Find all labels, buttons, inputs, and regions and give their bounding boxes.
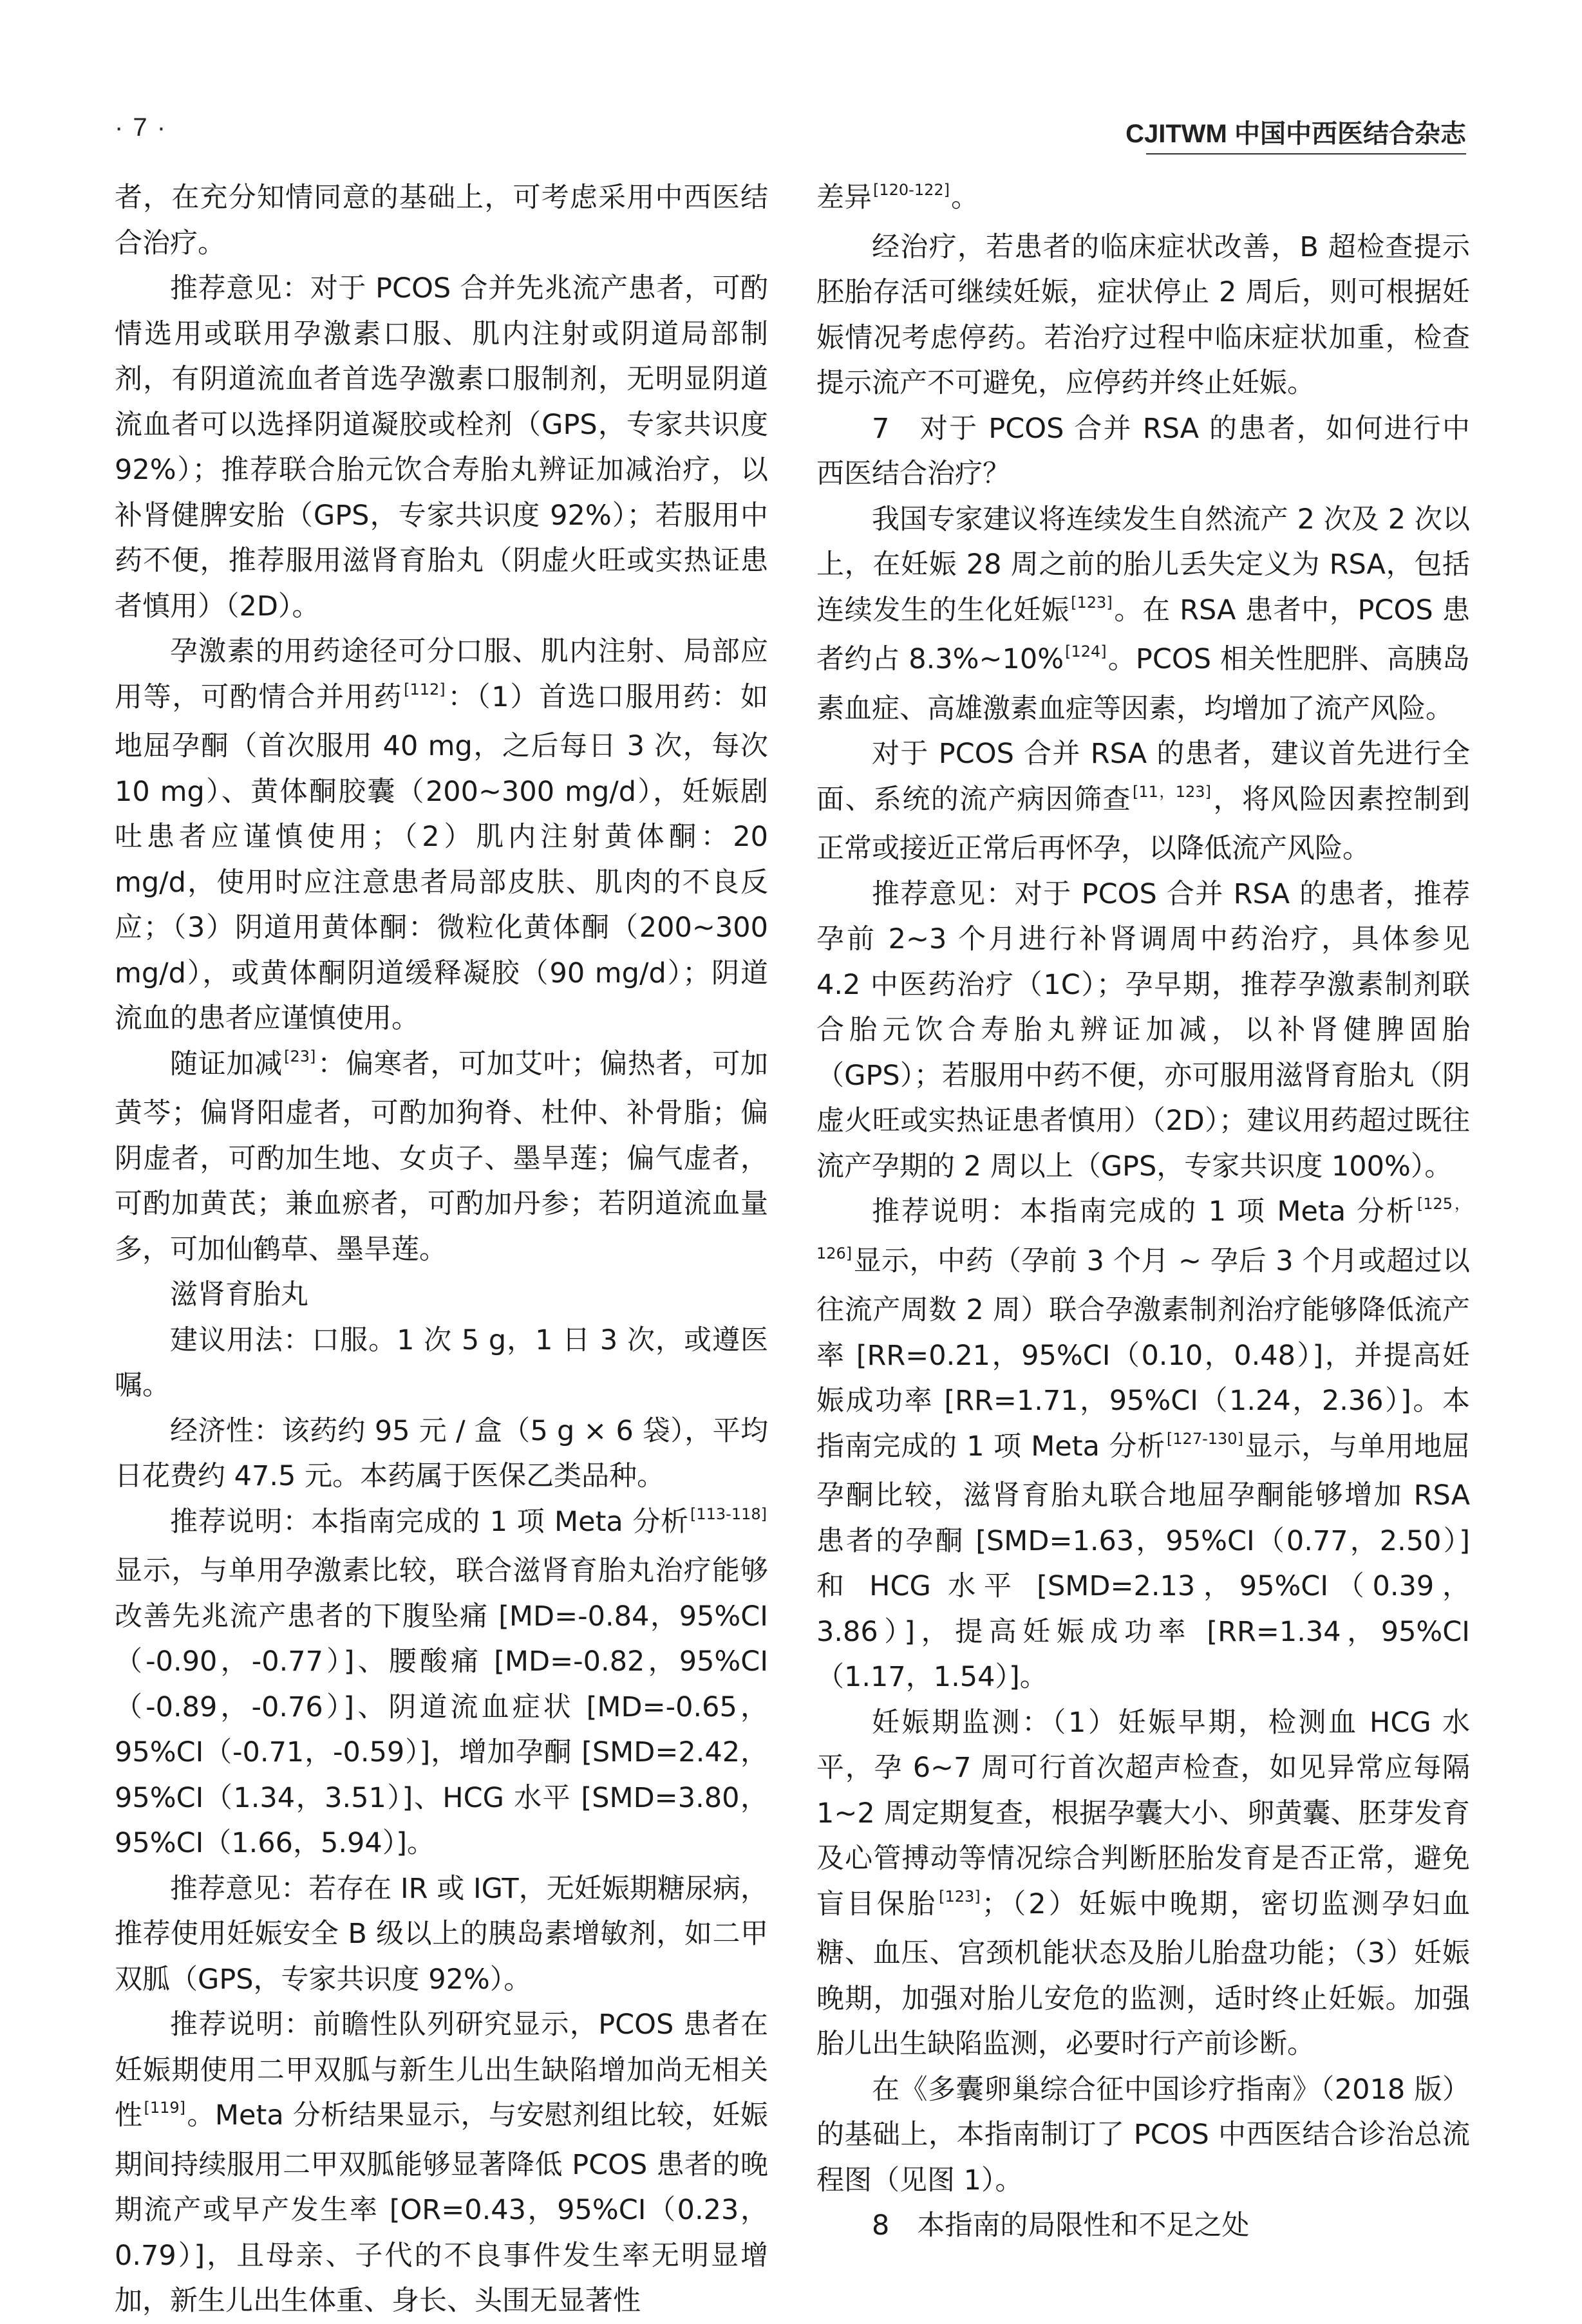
paragraph xyxy=(115,2002,768,2324)
paragraph-text: 建议用法：口服。1 次 5 g，1 日 3 次，或遵医嘱。 xyxy=(115,1324,768,1401)
paragraph xyxy=(816,1189,1470,1700)
paragraph-text: 经治疗，若患者的临床症状改善，B 超检查提示胚胎存活可继续妊娠，症状停止 2 周后，则可根据妊娠情况考虑停药。若治疗过程中临床症状加重，检查提示流产不可避免，应停药并终止妊娠。 xyxy=(816,230,1470,399)
running-header xyxy=(0,0,1582,155)
paragraph-text: 显示，与单用孕激素比较，联合滋肾育胎丸治疗能够改善先兆流产患者的下腹坠痛 [MD=-0.84，95%CI（-0.90，-0.77）]、腰酸痛 [MD=-0.82，95%CI（-0.89，-0.76）]、阴道流血症状 [MD=-0.65，95%CI（-0.71，-0.59）]，增加孕酮 [SMD=2.42，95%CI（1.34，3.51）]、HCG 水平 [SMD=3.80，95%CI（1.66，5.94）]。 xyxy=(115,1555,768,1859)
citation-ref: [125，126] xyxy=(816,1195,1471,1262)
page-number: · 7 · xyxy=(115,113,167,142)
paragraph xyxy=(816,731,1470,872)
citation-ref: [120-122] xyxy=(873,181,950,199)
citation-ref: [23] xyxy=(284,1047,316,1065)
paragraph xyxy=(115,1866,768,2003)
paragraph-text: 。PCOS 相关性肥胖、高胰岛素血症、高雄激素血症等因素，均增加了流产风险。 xyxy=(816,643,1470,725)
citation-ref: [112] xyxy=(404,680,446,698)
paragraph-text: 我国专家建议将连续发生自然流产 2 次及 2 次以上，在妊娠 28 周之前的胎儿丢失定义为 RSA，包括连续发生的生化妊娠 xyxy=(816,503,1470,626)
paragraph-text: 孕激素的用药途径可分口服、肌内注射、局部应用等，可酌情合并用药 xyxy=(115,635,768,713)
paragraph-text: 7 对于 PCOS 合并 RSA 的患者，如何进行中西医结合治疗？ xyxy=(816,412,1470,490)
paragraph-text: 差异 xyxy=(816,182,872,214)
citation-ref: [113-118] xyxy=(690,1504,767,1523)
paragraph-text: 8 本指南的局限性和不足之处 xyxy=(872,2209,1250,2242)
paragraph-text: 妊娠期监测：（1）妊娠早期，检测血 HCG 水平，孕 6~7 周可行首次超声检查，如见异常应每隔 1~2 周定期复查，根据孕囊大小、卵黄囊、胚芽发育及心管搏动等情况综合判断胚胎发育是否正常，避免盲目保胎 xyxy=(816,1706,1470,1920)
paragraph-text: ：偏寒者，可加艾叶；偏热者，可加黄芩；偏肾阳虚者，可酌加狗脊、杜仲、补骨脂；偏阴虚者，可酌加生地、女贞子、墨旱莲；偏气虚者，可酌加黄芪；兼血瘀者，可酌加丹参；若阴道流血量多，可加仙鹤草、墨旱莲。 xyxy=(115,1047,769,1266)
paragraph xyxy=(816,872,1470,1190)
left-column xyxy=(115,175,768,2324)
paragraph xyxy=(115,1499,768,1866)
paragraph xyxy=(115,266,768,629)
paragraph-text: 随证加减 xyxy=(170,1047,283,1080)
paragraph xyxy=(115,1042,768,1273)
journal-title: CJITWM 中国中西医结合杂志 xyxy=(1125,120,1466,148)
paragraph-text: 推荐意见：对于 PCOS 合并先兆流产患者，可酌情选用或联用孕激素口服、肌内注射或阴道局部制剂，有阴道流血者首选孕激素口服制剂，无明显阴道流血者可以选择阴道凝胶或栓剂（GPS，专家共识度 92%）；推荐联合胎元饮合寿胎丸辨证加减治疗，以补肾健脾安胎（GPS，专家共识度 92%）；若服用中药不便，推荐服用滋肾育胎丸（阴虚火旺或实热证患者慎用）（2D）。 xyxy=(115,272,768,623)
paragraph xyxy=(816,497,1470,732)
right-column xyxy=(816,175,1470,2249)
paragraph-text: 显示，中药（孕前 3 个月 ~ 孕后 3 个月或超过以往流产周数 2 周）联合孕激素制剂治疗能够降低流产率 [RR=0.21，95%CI（0.10，0.48）]，并提高妊娠成功率 [RR=1.71，95%CI（1.24，2.36）]。本指南完成的 1 项 Meta 分析 xyxy=(816,1244,1470,1463)
paragraph-text: 在《多囊卵巢综合征中国诊疗指南》（2018 版）的基础上，本指南制订了 PCOS 中西医结合诊治总流程图（见图 1）。 xyxy=(816,2073,1470,2197)
paragraph-text: 显示，与单用地屈孕酮比较，滋肾育胎丸联合地屈孕酮能够增加 RSA 患者的孕酮 [SMD=1.63，95%CI（0.77，2.50）] 和 HCG 水平 [SMD=2.13，95%CI（0.39，3.86）]，提高妊娠成功率 [RR=1.34，95%CI（1.17，1.54）]。 xyxy=(816,1430,1471,1693)
paragraph-text: 经济性：该药约 95 元 / 盒（5 g × 6 袋），平均日花费约 47.5 元。本药属于医保乙类品种。 xyxy=(115,1414,768,1492)
paragraph xyxy=(115,629,768,1042)
citation-ref: [123] xyxy=(1071,593,1113,612)
paragraph-text: 。在 RSA 患者中，PCOS 患者约占 8.3%~10% xyxy=(816,594,1470,675)
paragraph-text: 推荐意见：对于 PCOS 合并 RSA 的患者，推荐孕前 2~3 个月进行补肾调周中药治疗，具体参见 4.2 中医药治疗（1C）；孕早期，推荐孕激素制剂联合胎元饮合寿胎丸辨证加减，以补肾健脾固胎（GPS）；若服用中药不便，亦可服用滋肾育胎丸（阴虚火旺或实热证患者慎用）（2D）；建议用药超过既往流产孕期的 2 周以上（GPS，专家共识度 100%）。 xyxy=(816,877,1470,1183)
paragraph-text: 滋肾育胎丸 xyxy=(170,1279,308,1311)
paragraph xyxy=(816,175,1470,225)
citation-ref: [127-130] xyxy=(1166,1429,1243,1448)
paragraph xyxy=(816,406,1470,497)
paragraph xyxy=(115,1409,768,1499)
paragraph xyxy=(115,175,768,266)
paragraph-text: ；（2）妊娠中晚期，密切监测孕妇血糖、血压、宫颈机能状态及胎儿胎盘功能；（3）妊娠晚期，加强对胎儿安危的监测，适时终止妊娠。加强胎儿出生缺陷监测，必要时行产前诊断。 xyxy=(816,1888,1471,2060)
paragraph-text: 者，在充分知情同意的基础上，可考虑采用中西医结合治疗。 xyxy=(115,182,768,259)
citation-ref: [124] xyxy=(1065,642,1107,661)
paragraph-text: 。 xyxy=(951,182,979,214)
paragraph xyxy=(115,1272,768,1318)
citation-ref: [123] xyxy=(939,1887,981,1906)
paragraph-text: 推荐说明：前瞻性队列研究显示，PCOS 患者在妊娠期使用二甲双胍与新生儿出生缺陷增加尚无相关性 xyxy=(115,2009,768,2132)
citation-ref: [119] xyxy=(144,2099,185,2117)
paragraph xyxy=(115,1318,768,1409)
paragraph xyxy=(816,225,1470,406)
paragraph-text: 推荐意见：若存在 IR 或 IGT，无妊娠期糖尿病，推荐使用妊娠安全 B 级以上的胰岛素增敏剂，如二甲双胍（GPS，专家共识度 92%）。 xyxy=(115,1872,768,1996)
paragraph-text: 推荐说明：本指南完成的 1 项 Meta 分析 xyxy=(872,1195,1416,1228)
paragraph xyxy=(816,2203,1470,2249)
paragraph-text: 对于 PCOS 合并 RSA 的患者，建议首先进行全面、系统的流产病因筛查 xyxy=(816,738,1470,816)
paragraph xyxy=(816,2067,1470,2204)
citation-ref: [11，123] xyxy=(1132,782,1211,801)
paragraph xyxy=(816,1700,1470,2067)
paragraph-text: ：（1）首选口服用药：如地屈孕酮（首次服用 40 mg，之后每日 3 次，每次 10 mg）、黄体酮胶囊（200~300 mg/d），妊娠剧吐患者应谨慎使用；（2）肌内注射黄体酮：20 mg/d，使用时应注意患者局部皮肤、肌肉的不良反应；（3）阴道用黄体酮：微粒化黄体酮（200~300 mg/d），或黄体酮阴道缓释凝胶（90 mg/d）；阴道流血的患者应谨慎使用。 xyxy=(115,680,769,1035)
paragraph-text: ，将风险因素控制到正常或接近正常后再怀孕，以降低流产风险。 xyxy=(816,783,1471,865)
header-rule xyxy=(1146,153,1466,155)
paragraph-text: 推荐说明：本指南完成的 1 项 Meta 分析 xyxy=(170,1505,689,1538)
paragraph-text: 。Meta 分析结果显示，与安慰剂组比较，妊娠期间持续服用二甲双胍能够显著降低 PCOS 患者的晚期流产或早产发生率 [OR=0.43，95%CI（0.23，0.79）]，且母亲、子代的不良事件发生率无明显增加，新生儿出生体重、身长、头围无显著性 xyxy=(115,2099,768,2317)
